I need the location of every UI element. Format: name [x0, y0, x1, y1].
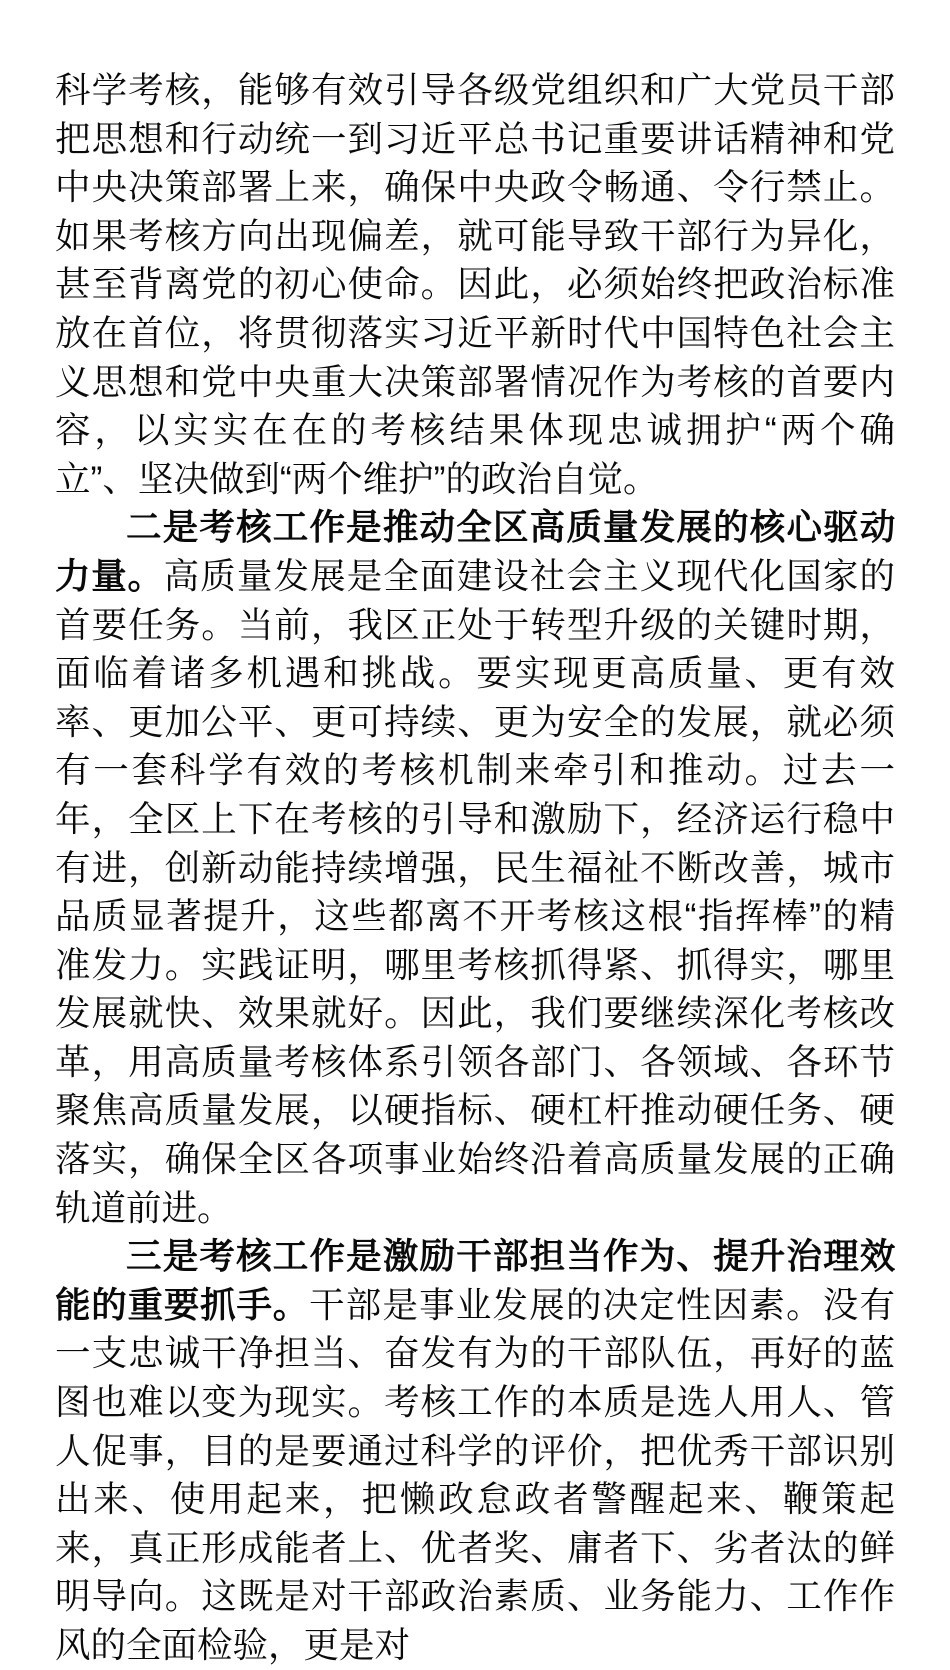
- paragraph-lead-two: 二是考核工作是推动全区高质量发展的核心驱动力量。: [55, 507, 895, 596]
- paragraph-text-three: 干部是事业发展的决定性因素。没有一支忠诚干净担当、奋发有为的干部队伍，再好的蓝图也难以变为现实。考核工作的本质是选人用人、管人促事，目的是要通过科学的评价，把优秀干部识别出来、使用起来，把懒政怠政者警醒起来、鞭策起来，真正形成能者上、优者奖、庸者下、劣者汰的鲜明导向。这既是对干部政治素质、业务能力、工作作风的全面检验，更是对: [55, 1284, 895, 1665]
- paragraph-text: 科学考核，能够有效引导各级党组织和广大党员干部把思想和行动统一到习近平总书记重要讲话精神和党中央决策部署上来，确保中央政令畅通、令行禁止。如果考核方向出现偏差，就可能导致干部行为异化，甚至背离党的初心使命。因此，必须始终把政治标准放在首位，将贯彻落实习近平新时代中国特色社会主义思想和党中央重大决策部署情况作为考核的首要内容，以实实在在的考核结果体现忠诚拥护“两个确立”、坚决做到“两个维护”的政治自觉。: [55, 70, 895, 499]
- paragraph-point-two: [55, 503, 895, 1232]
- paragraph-text-two: 高质量发展是全面建设社会主义现代化国家的首要任务。当前，我区正处于转型升级的关键时期，面临着诸多机遇和挑战。要实现更高质量、更有效率、更加公平、更可持续、更为安全的发展，就必须有一套科学有效的考核机制来牵引和推动。过去一年，全区上下在考核的引导和激励下，经济运行稳中有进，创新动能持续增强，民生福祉不断改善，城市品质显著提升，这些都离不开考核这根“指挥棒”的精准发力。实践证明，哪里考核抓得紧、抓得实，哪里发展就快、效果就好。因此，我们要继续深化考核改革，用高质量考核体系引领各部门、各领域、各环节聚焦高质量发展，以硬指标、硬杠杆推动硬任务、硬落实，确保全区各项事业始终沿着高质量发展的正确轨道前进。: [55, 555, 895, 1228]
- document-body: [55, 66, 895, 1670]
- paragraph-lead-three: 三是考核工作是激励干部担当作为、提升治理效能的重要抓手。: [55, 1236, 895, 1325]
- paragraph-point-three: [55, 1232, 895, 1669]
- paragraph-continuation: [55, 66, 895, 503]
